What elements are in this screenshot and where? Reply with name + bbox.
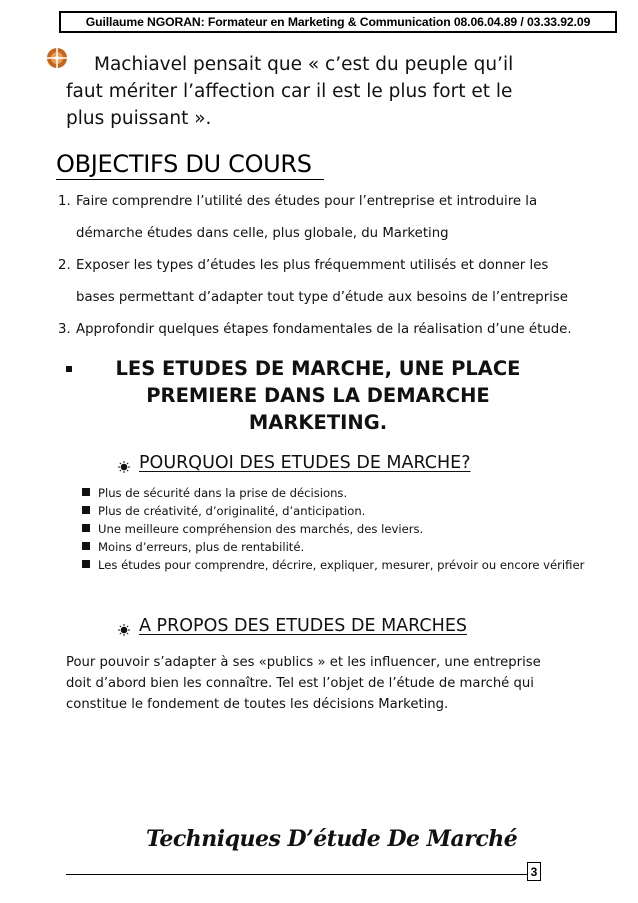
sun-bullet-icon — [118, 624, 130, 636]
about-heading: A PROPOS DES ETUDES DE MARCHES — [139, 616, 467, 636]
item-line: bases permettant d’adapter tout type d’étude aux besoins de l’entreprise — [76, 290, 568, 305]
item-line: Faire comprendre l’utilité des études pour l’entreprise et introduire la — [76, 194, 538, 209]
square-bullet-icon — [82, 542, 90, 550]
square-bullet-icon — [82, 488, 90, 496]
objectives-list — [58, 186, 618, 346]
list-item — [79, 484, 589, 502]
square-bullet-icon — [82, 506, 90, 514]
item-line: Approfondir quelques étapes fondamentales de la réalisation d’une étude. — [76, 322, 572, 337]
quote-line: plus puissant ». — [66, 108, 212, 129]
square-bullet-icon — [82, 560, 90, 568]
list-item — [79, 520, 589, 538]
quote-line: Machiavel pensait que « c’est du peuple qu’il — [94, 54, 514, 75]
compass-icon — [46, 47, 68, 69]
quote-line: faut mériter l’affection car il est le plus fort et le — [66, 81, 513, 102]
list-text: Plus de sécurité dans la prise de décisions. — [98, 486, 348, 500]
why-list — [79, 484, 589, 574]
paragraph-line: doit d’abord bien les connaître. Tel est l’objet de l’étude de marché qui — [66, 676, 534, 691]
list-item — [58, 314, 618, 346]
objectives-title: OBJECTIFS DU COURS — [56, 150, 312, 178]
square-bullet-icon — [82, 524, 90, 532]
why-heading: POURQUOI DES ETUDES DE MARCHE? — [139, 453, 471, 473]
heading-line: LES ETUDES DE MARCHE, UNE PLACE — [115, 357, 521, 380]
section-heading — [68, 355, 568, 436]
item-number: 3. — [58, 322, 71, 337]
page-number: 3 — [527, 862, 541, 881]
heading-line: PREMIERE DANS LA DEMARCHE — [146, 384, 490, 407]
list-text: Une meilleure compréhension des marchés, des leviers. — [98, 522, 424, 536]
title-underline — [56, 179, 324, 180]
list-item — [58, 186, 618, 250]
footer-rule — [66, 874, 527, 875]
item-line: démarche études dans celle, plus globale, du Marketing — [76, 226, 449, 241]
list-text: Plus de créativité, d’originalité, d’anticipation. — [98, 504, 366, 518]
list-text: Les études pour comprendre, décrire, expliquer, mesurer, prévoir ou encore vérifier — [98, 558, 585, 572]
about-paragraph — [66, 652, 586, 715]
page-header — [59, 11, 617, 33]
list-item — [79, 556, 589, 574]
list-item — [58, 250, 618, 314]
footer-title: Techniques D’étude De Marché — [146, 826, 518, 852]
item-line: Exposer les types d’études les plus fréquemment utilisés et donner les — [76, 258, 549, 273]
machiavel-quote — [66, 51, 606, 132]
paragraph-line: constitue le fondement de toutes les décisions Marketing. — [66, 697, 449, 712]
item-number: 1. — [58, 194, 71, 209]
header-text: Guillaume NGORAN: Formateur en Marketing & Communication 08.06.04.89 / 03.33.92.09 — [85, 15, 591, 29]
heading-line: MARKETING. — [248, 411, 388, 434]
list-item — [79, 502, 589, 520]
list-text: Moins d’erreurs, plus de rentabilité. — [98, 540, 305, 554]
list-item — [79, 538, 589, 556]
paragraph-line: Pour pouvoir s’adapter à ses «publics » et les influencer, une entreprise — [66, 655, 541, 670]
item-number: 2. — [58, 258, 71, 273]
sun-bullet-icon — [118, 461, 130, 473]
